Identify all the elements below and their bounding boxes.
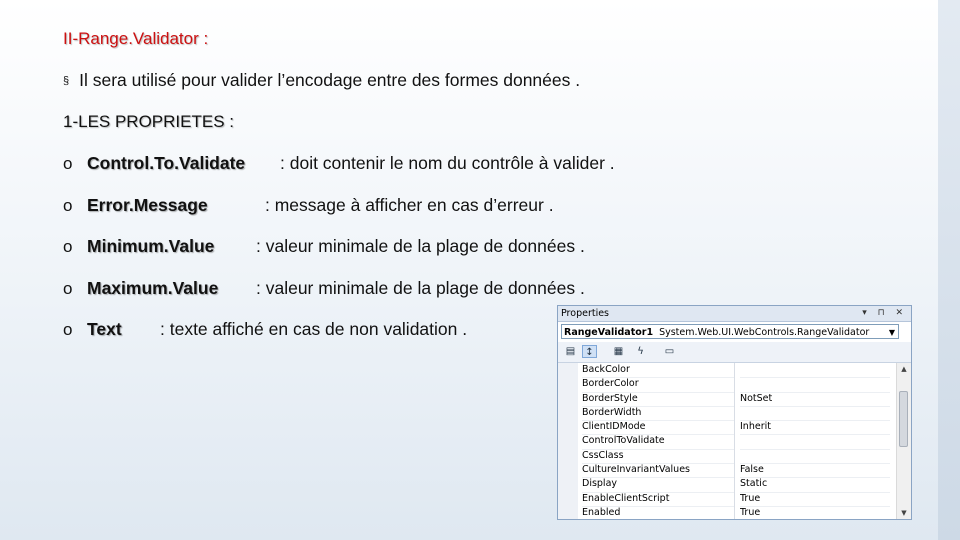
circle-bullet-icon: o — [63, 320, 73, 339]
properties-toolbar — [558, 342, 911, 363]
grid-property-value[interactable] — [740, 434, 890, 449]
property-name: Text — [87, 319, 122, 339]
vertical-scrollbar[interactable] — [896, 363, 911, 519]
grid-property-name: BorderColor — [582, 377, 735, 392]
right-decorative-band — [938, 0, 960, 540]
property-description: : valeur minimale de la plage de données . — [256, 236, 585, 256]
grid-property-value[interactable]: True — [740, 506, 890, 520]
property-description: : valeur minimale de la plage de données . — [256, 278, 585, 298]
property-name: Error.Message — [87, 195, 208, 215]
grid-property-value[interactable] — [740, 363, 890, 378]
grid-property-value[interactable] — [740, 449, 890, 464]
circle-bullet-icon: o — [63, 196, 73, 215]
grid-property-name: CultureInvariantValues — [582, 463, 735, 478]
property-item — [63, 319, 468, 340]
grid-row[interactable] — [558, 506, 895, 520]
window-controls[interactable]: ▾ ⊓ ✕ — [862, 308, 907, 318]
properties-window-title: Properties — [561, 308, 610, 319]
grid-property-name: Display — [582, 477, 735, 492]
property-item — [63, 278, 585, 299]
grid-row[interactable] — [558, 363, 895, 377]
property-name: Maximum.Value — [87, 278, 219, 298]
property-item — [63, 195, 554, 216]
square-bullet-icon: § — [63, 75, 70, 87]
property-description: : doit contenir le nom du contrôle à valider . — [280, 153, 615, 173]
grid-row[interactable] — [558, 449, 895, 463]
categorized-icon[interactable]: ▤ — [565, 346, 576, 357]
grid-row[interactable] — [558, 377, 895, 391]
grid-property-name: BorderWidth — [582, 406, 735, 421]
section-title: 1-LES PROPRIETES : — [63, 112, 234, 131]
grid-property-name: CssClass — [582, 449, 735, 464]
events-icon[interactable]: ϟ — [637, 346, 644, 357]
intro-bullet — [63, 70, 580, 91]
grid-property-value[interactable] — [740, 377, 890, 392]
grid-property-value[interactable]: True — [740, 492, 890, 507]
property-item — [63, 153, 615, 174]
grid-row[interactable] — [558, 477, 895, 491]
circle-bullet-icon: o — [63, 154, 73, 173]
grid-property-value[interactable]: Static — [740, 477, 890, 492]
chevron-down-icon[interactable]: ▼ — [888, 328, 895, 337]
properties-window — [557, 305, 912, 520]
properties-icon[interactable]: ▦ — [613, 346, 624, 357]
circle-bullet-icon: o — [63, 237, 73, 256]
property-item — [63, 236, 585, 257]
slide-title: II-Range.Validator : — [63, 29, 209, 48]
grid-row[interactable] — [558, 406, 895, 420]
property-name: Control.To.Validate — [87, 153, 246, 173]
grid-property-name: BorderStyle — [582, 392, 735, 407]
object-name: RangeValidator1 — [564, 327, 654, 338]
properties-window-title-bar — [558, 306, 911, 322]
property-description: : message à afficher en cas d’erreur . — [265, 195, 554, 215]
property-name: Minimum.Value — [87, 236, 215, 256]
scroll-thumb[interactable] — [899, 391, 908, 447]
intro-text: Il sera utilisé pour valider l’encodage entre des formes données . — [79, 70, 581, 90]
grid-property-value[interactable]: NotSet — [740, 392, 890, 407]
object-type: System.Web.UI.WebControls.RangeValidator — [659, 327, 870, 338]
grid-property-name: EnableClientScript — [582, 492, 735, 507]
grid-row[interactable] — [558, 392, 895, 406]
grid-row[interactable] — [558, 434, 895, 448]
grid-property-value[interactable]: False — [740, 463, 890, 478]
grid-property-name: ClientIDMode — [582, 420, 735, 435]
grid-row[interactable] — [558, 463, 895, 477]
grid-property-name: Enabled — [582, 506, 735, 520]
grid-property-value[interactable] — [740, 406, 890, 421]
grid-property-name: ControlToValidate — [582, 434, 735, 449]
property-grid — [558, 363, 895, 520]
property-description: : texte affiché en cas de non validation . — [160, 319, 468, 339]
property-pages-icon[interactable]: ▭ — [664, 346, 675, 357]
object-selector-dropdown[interactable] — [561, 324, 899, 339]
grid-row[interactable] — [558, 420, 895, 434]
circle-bullet-icon: o — [63, 279, 73, 298]
grid-row[interactable] — [558, 492, 895, 506]
scroll-down-icon[interactable]: ▼ — [901, 509, 907, 517]
grid-property-name: BackColor — [582, 363, 735, 378]
scroll-up-icon[interactable]: ▲ — [901, 365, 907, 373]
alphabetical-icon[interactable]: ↕ — [582, 345, 597, 358]
grid-property-value[interactable]: Inherit — [740, 420, 890, 435]
